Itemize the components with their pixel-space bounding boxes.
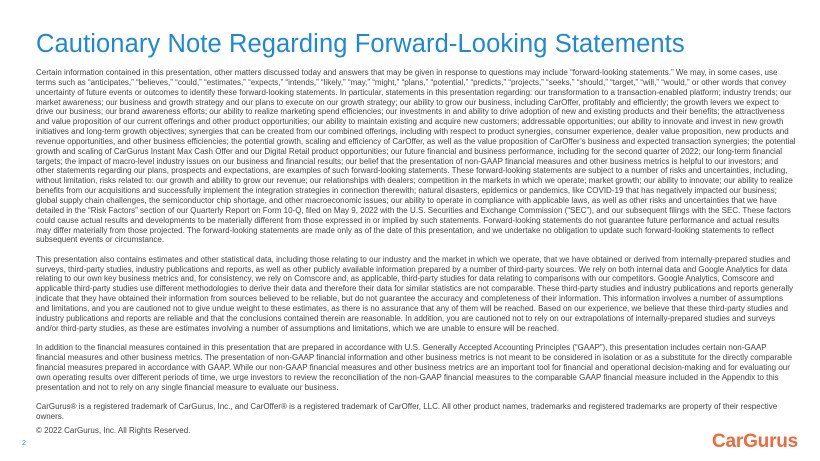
cargurus-logo: CarGurus	[712, 431, 799, 452]
copyright-notice: © 2022 CarGurus, Inc. All Rights Reserved.	[36, 426, 191, 435]
page-title: Cautionary Note Regarding Forward-Looking Statements	[36, 30, 685, 58]
non-gaap-paragraph: In addition to the financial measures contained in this presentation that are prepared in accordance with U.S. Generally Accepted Accounting Principles (“GAAP”), this presentation includes certain non-GAAP financial measures and other business metrics. The presentation of non-GAAP financial information and other business metrics is not meant to be considered in isolation or as a substitute for the directly comparable financial measures prepared in accordance with GAAP. While our non-GAAP financial measures and other business metrics are an important tool for financial and operational decision-making and for evaluating our own operating results over different periods of time, we urge investors to review the reconciliation of the non-GAAP financial measures to the comparable GAAP financial measure included in the Appendix to this presentation and not to rely on any single financial measure to evaluate our business.	[36, 343, 793, 392]
forward-looking-paragraph: Certain information contained in this presentation, other matters discussed today and answers that may be given in response to questions may include “forward-looking statements.” We may, in some cases, use terms such as “anticipates,” “believes,” “could,” “estimates,” “expects,” “intends,” “likely,” “may,” “might,” “plans,” “potential,” “predicts,” “projects,” “seeks,” “should,” “target,” “will,” “would,” or other words that convey uncertainty of future events or outcomes to identify these forward-looking statements. In particular, statements in this presentation regarding: our transformation to a transaction-enabled platform; industry trends; our market awareness; our business and growth strategy and our plans to execute on our growth strategy; our ability to grow our business, including CarOffer, profitably and efficiently; the growth levers we expect to drive our business; our brand awareness efforts; our ability to realize marketing spend efficiencies; our investments in and ability to drive adoption of new and existing products and their benefits; the attractiveness and value proposition of our current offerings and other product opportunities; our ability to maintain existing and acquire new customers; addressable opportunities; our ability to innovate and invest in new growth initiatives and long-term growth objectives; synergies that can be created from our combined offerings, including with respect to product synergies, consumer experience, dealer value proposition, new products and revenue opportunities, and other business efficiencies; the potential growth, scaling and efficiency of CarOffer, as well as the value proposition of CarOffer’s business and expected transaction synergies; the potential growth and scaling of CarGurus Instant Max Cash Offer and our Digital Retail product opportunities; our future financial and business performance, including for the second quarter of 2022; our long-term financial targets; the impact of macro-level industry issues on our business and financial results; our belief that the presentation of non-GAAP financial measures and other business metrics is helpful to our investors; and other statements regarding our plans, prospects and expectations, are examples of such forward-looking statements. These forward-looking statements are subject to a number of risks and uncertainties, including, without limitation, risks related to: our growth and ability to grow our revenue; our relationships with dealers; competition in the markets in which we operate; market growth; our ability to innovate; our ability to realize benefits from our acquisitions and successfully implement the integration strategies in connection therewith; natural disasters, epidemics or pandemics, like COVID-19 that has negatively impacted our business; global supply chain challenges, the semiconductor chip shortage, and other macroeconomic issues; our ability to operate in compliance with applicable laws, as well as other risks and uncertainties that we have detailed in the “Risk Factors” section of our Quarterly Report on Form 10-Q, filed on May 9, 2022 with the U.S. Securities and Exchange Commission (“SEC”), and our subsequent filings with the SEC. These factors could cause actual results and developments to be materially different from those expressed in or implied by such statements. Forward-looking statements do not guarantee future performance and actual results may differ materially from those projected. The forward-looking statements are made only as of the date of this presentation, and we undertake no obligation to update such forward-looking statements to reflect subsequent events or circumstance.	[36, 68, 796, 245]
trademark-paragraph: CarGurus® is a registered trademark of CarGurus, Inc., and CarOffer® is a registered trademark of CarOffer, LLC. All other product names, trademarks and registered trademarks are property of their respective owners.	[36, 401, 778, 421]
disclaimer-body	[36, 68, 796, 431]
page-number: 2	[22, 440, 26, 447]
statistical-data-paragraph: This presentation also contains estimates and other statistical data, including those relating to our industry and the market in which we operate, that we have obtained or derived from internally-prepared studies and surveys, third-party studies, industry publications and reports, as well as other publicly available information prepared by a number of third-party sources. We rely on both internal data and Google Analytics for data relating to our own key business metrics and, for consistency, we rely on Comscore and, as applicable, third-party studies for data relating to comparisons with our competitors. Google Analytics, Comscore and applicable third-party studies use different methodologies to derive their data and therefore their data for similar statistics are not comparable. These third-party studies and industry publications and reports generally indicate that they have obtained their information from sources believed to be reliable, but do not guarantee the accuracy and completeness of their information. This information involves a number of assumptions and limitations, and you are cautioned not to give undue weight to these estimates, as there is no assurance that any of them will be reached. Based on our experience, we believe that these third-party studies and industry publications and reports are reliable and that the conclusions contained therein are reasonable. In addition, you are cautioned not to rely on our extrapolations of internally-prepared studies and surveys and/or third-party studies, as these are estimates involving a number of assumptions and limitations, which we are unable to ensure will be reached.	[36, 254, 794, 333]
